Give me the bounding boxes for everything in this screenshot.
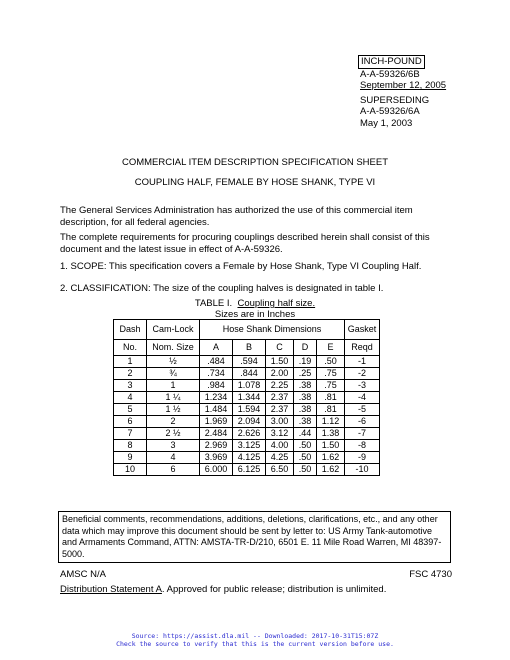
table-row: [114, 452, 380, 464]
cell-dim-c: 3.00: [266, 416, 294, 428]
cell-dim-b: .594: [233, 356, 266, 368]
cell-dim-a: .484: [200, 356, 233, 368]
cell-dash-no: 1: [114, 356, 147, 368]
cell-dim-b: 1.344: [233, 392, 266, 404]
cell-dim-c: 4.00: [266, 440, 294, 452]
cell-nom-size: 4: [147, 452, 200, 464]
cell-dim-d: .38: [294, 380, 317, 392]
cell-dim-b: 1.078: [233, 380, 266, 392]
cell-nom-size: 3: [147, 440, 200, 452]
cell-dim-a: 1.969: [200, 416, 233, 428]
header-reqd: Reqd: [345, 340, 380, 356]
cell-gasket-reqd: -1: [345, 356, 380, 368]
cell-gasket-reqd: -2: [345, 368, 380, 380]
cell-nom-size: 1 ½: [147, 404, 200, 416]
cell-gasket-reqd: -6: [345, 416, 380, 428]
table-row: [114, 380, 380, 392]
cell-dim-d: .25: [294, 368, 317, 380]
cell-dim-c: 6.50: [266, 464, 294, 476]
fsc-label: FSC 4730: [409, 569, 452, 580]
header-gasket: Gasket: [345, 320, 380, 340]
table-row: [114, 464, 380, 476]
table-row: [114, 356, 380, 368]
header-b: B: [233, 340, 266, 356]
header-a: A: [200, 340, 233, 356]
cell-dim-c: 2.25: [266, 380, 294, 392]
cell-dim-a: 1.234: [200, 392, 233, 404]
document-subtitle: COUPLING HALF, FEMALE BY HOSE SHANK, TYPE VI: [134, 177, 376, 188]
cell-dim-d: .19: [294, 356, 317, 368]
table-number: TABLE I.: [194, 298, 233, 309]
scope-paragraph: 1. SCOPE: This specification covers a Female by Hose Shank, Type VI Coupling Half.: [60, 261, 422, 272]
cell-dim-e: 1.50: [317, 440, 345, 452]
cell-dash-no: 5: [114, 404, 147, 416]
cell-dim-d: .50: [294, 464, 317, 476]
cell-dim-d: .38: [294, 392, 317, 404]
cell-dash-no: 6: [114, 416, 147, 428]
cell-gasket-reqd: -10: [345, 464, 380, 476]
cell-dash-no: 7: [114, 428, 147, 440]
cell-dim-a: .734: [200, 368, 233, 380]
superseding-label: SUPERSEDING: [360, 94, 430, 106]
cell-dim-c: 1.50: [266, 356, 294, 368]
source-download-line: Source: https://assist.dla.mil -- Downloaded: 2017-10-31T15:07Z: [131, 632, 379, 640]
cell-dim-c: 2.37: [266, 404, 294, 416]
table-units-note: Sizes are in Inches: [214, 309, 296, 320]
cell-dim-b: 1.594: [233, 404, 266, 416]
header-camlock: Cam-Lock: [147, 320, 200, 340]
cell-dim-d: .38: [294, 416, 317, 428]
cell-gasket-reqd: -7: [345, 428, 380, 440]
cell-gasket-reqd: -3: [345, 380, 380, 392]
cell-dim-a: 6.000: [200, 464, 233, 476]
cell-dim-e: .81: [317, 392, 345, 404]
requirements-paragraph: The complete requirements for procuring couplings described herein shall consist of this document and the latest issue in effect of A-A-59326.: [60, 232, 430, 255]
cell-dim-d: .38: [294, 404, 317, 416]
source-verify-line: Check the source to verify that this is the current version before use.: [116, 640, 394, 648]
cell-dim-e: .75: [317, 380, 345, 392]
cell-dim-d: .44: [294, 428, 317, 440]
distribution-statement-text: . Approved for public release; distribution is unlimited.: [161, 584, 387, 595]
source-notice: [0, 632, 510, 648]
cell-dim-d: .50: [294, 452, 317, 464]
cell-dim-e: .81: [317, 404, 345, 416]
header-no: No.: [114, 340, 147, 356]
table-row: [114, 392, 380, 404]
cell-dash-no: 3: [114, 380, 147, 392]
table-row: [114, 416, 380, 428]
cell-dim-e: 1.62: [317, 464, 345, 476]
table-row: [114, 404, 380, 416]
cell-dim-b: 2.094: [233, 416, 266, 428]
cell-dim-d: .50: [294, 440, 317, 452]
cell-gasket-reqd: -9: [345, 452, 380, 464]
document-title: COMMERCIAL ITEM DESCRIPTION SPECIFICATION SHEET: [121, 157, 389, 168]
cell-dash-no: 10: [114, 464, 147, 476]
header-nom-size: Nom. Size: [147, 340, 200, 356]
cell-dim-a: 2.969: [200, 440, 233, 452]
table-body: [114, 356, 380, 476]
cell-dim-e: .50: [317, 356, 345, 368]
superseded-document-number: A-A-59326/6A: [360, 106, 420, 117]
cell-nom-size: 2 ½: [147, 428, 200, 440]
cell-dim-e: .75: [317, 368, 345, 380]
header-d: D: [294, 340, 317, 356]
cell-dim-a: 1.484: [200, 404, 233, 416]
document-date: September 12, 2005: [360, 80, 447, 91]
cell-dash-no: 9: [114, 452, 147, 464]
cell-dash-no: 4: [114, 392, 147, 404]
cell-dim-b: 6.125: [233, 464, 266, 476]
cell-gasket-reqd: -5: [345, 404, 380, 416]
superseded-date: May 1, 2003: [360, 117, 413, 129]
header-c: C: [266, 340, 294, 356]
coupling-size-table: [113, 319, 380, 476]
header-dash: Dash: [114, 320, 147, 340]
cell-dim-e: 1.38: [317, 428, 345, 440]
comments-box: Beneficial comments, recommendations, additions, deletions, clarifications, etc., and any other data which may improve this document should be sent by letter to: US Army Tank-automotive and Armaments Command, ATTN: AMSTA-TR-D/210, 6501 E. 11 Mile Road Warren, MI 48397-5000.: [58, 511, 451, 563]
cell-nom-size: ¾: [147, 368, 200, 380]
cell-dim-c: 3.12: [266, 428, 294, 440]
distribution-statement-label: Distribution Statement A: [60, 584, 162, 595]
cell-dim-c: 2.00: [266, 368, 294, 380]
classification-paragraph: 2. CLASSIFICATION: The size of the coupling halves is designated in table I.: [60, 283, 384, 294]
cell-dim-a: 2.484: [200, 428, 233, 440]
table-caption: [0, 298, 510, 320]
table-title: Coupling half size.: [237, 298, 316, 309]
cell-dim-a: 3.969: [200, 452, 233, 464]
cell-dim-b: 3.125: [233, 440, 266, 452]
table-row: [114, 428, 380, 440]
amsc-label: AMSC N/A: [60, 569, 106, 580]
cell-dim-b: .844: [233, 368, 266, 380]
authorization-paragraph: The General Services Administration has authorized the use of this commercial item description, for all federal agencies.: [60, 205, 413, 228]
header-hose-shank-dimensions: Hose Shank Dimensions: [200, 320, 345, 340]
distribution-statement: [60, 584, 386, 595]
cell-dim-c: 4.25: [266, 452, 294, 464]
cell-dash-no: 8: [114, 440, 147, 452]
table-row: [114, 440, 380, 452]
cell-nom-size: 6: [147, 464, 200, 476]
cell-dash-no: 2: [114, 368, 147, 380]
cell-dim-a: .984: [200, 380, 233, 392]
cell-nom-size: 1 ¼: [147, 392, 200, 404]
cell-nom-size: 2: [147, 416, 200, 428]
cell-dim-e: 1.62: [317, 452, 345, 464]
cell-gasket-reqd: -4: [345, 392, 380, 404]
cell-dim-c: 2.37: [266, 392, 294, 404]
table-row: [114, 368, 380, 380]
document-header: [360, 55, 446, 129]
cell-gasket-reqd: -8: [345, 440, 380, 452]
inch-pound-label: INCH-POUND: [358, 55, 425, 69]
cell-dim-b: 2.626: [233, 428, 266, 440]
cell-dim-b: 4.125: [233, 452, 266, 464]
cell-dim-e: 1.12: [317, 416, 345, 428]
document-number: A-A-59326/6B: [360, 68, 420, 80]
header-e: E: [317, 340, 345, 356]
cell-nom-size: ½: [147, 356, 200, 368]
cell-nom-size: 1: [147, 380, 200, 392]
